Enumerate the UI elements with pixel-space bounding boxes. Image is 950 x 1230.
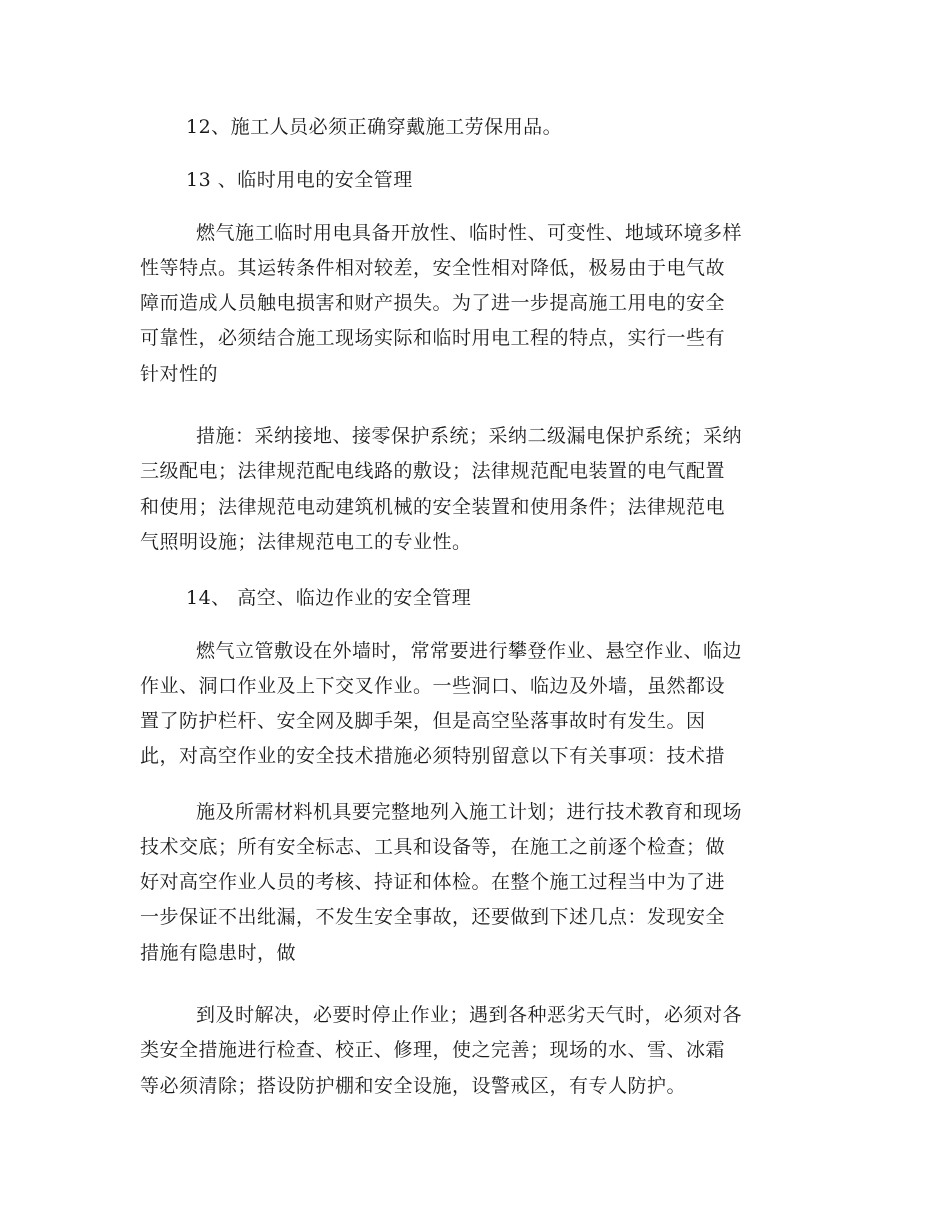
paragraph-line: 置了防护栏杆、安全网及脚手架，但是高空坠落事故时有发生。因 <box>140 710 706 732</box>
paragraph-line: 等必须清除；搭设防护棚和安全设施，设警戒区，有专人防护。 <box>140 1075 687 1097</box>
paragraph-line: 气照明设施；法律规范电工的专业性。 <box>140 531 472 553</box>
paragraph-line: 燃气立管敷设在外墙时，常常要进行攀登作业、悬空作业、临边 <box>196 640 743 662</box>
paragraph-line: 类安全措施进行检查、校正、修理，使之完善；现场的水、雪、冰霜 <box>140 1039 726 1061</box>
paragraph-line: 施及所需材料机具要完整地列入施工计划；进行技术教育和现场 <box>196 801 743 823</box>
paragraph-line: 燃气施工临时用电具备开放性、临时性、可变性、地域环境多样 <box>196 222 743 244</box>
item-12-text: 12、施工人员必须正确穿戴施工劳保用品。 <box>186 116 563 138</box>
paragraph-line: 技术交底；所有安全标志、工具和设备等，在施工之前逐个检查；做 <box>140 836 726 858</box>
paragraph-line: 此，对高空作业的安全技术措施必须特别留意以下有关事项：技术措 <box>140 745 726 767</box>
paragraph-line: 作业、洞口作业及上下交叉作业。一些洞口、临边及外墙，虽然都设 <box>140 675 726 697</box>
section-14-heading: 14、 高空、临边作业的安全管理 <box>186 587 472 609</box>
section-13-heading: 13 、临时用电的安全管理 <box>186 169 413 191</box>
paragraph-line: 好对高空作业人员的考核、持证和体检。在整个施工过程当中为了进 <box>140 871 726 893</box>
paragraph-line: 性等特点。其运转条件相对较差，安全性相对降低，极易由于电气故 <box>140 257 726 279</box>
paragraph-line: 障而造成人员触电损害和财产损失。为了进一步提高施工用电的安全 <box>140 292 726 314</box>
paragraph-line: 和使用；法律规范电动建筑机械的安全装置和使用条件；法律规范电 <box>140 496 726 518</box>
paragraph-line: 可靠性，必须结合施工现场实际和临时用电工程的特点，实行一些有 <box>140 327 726 349</box>
paragraph-line: 一步保证不出纰漏，不发生安全事故，还要做到下述几点：发现安全 <box>140 906 726 928</box>
paragraph-line: 措施有隐患时，做 <box>140 942 297 964</box>
paragraph-line: 针对性的 <box>140 363 219 385</box>
paragraph-line: 到及时解决，必要时停止作业；遇到各种恶劣天气时，必须对各 <box>196 1004 743 1026</box>
paragraph-line: 三级配电；法律规范配电线路的敷设；法律规范配电装置的电气配置 <box>140 460 726 482</box>
paragraph-line: 措施：采纳接地、接零保护系统；采纳二级漏电保护系统；采纳 <box>196 425 743 447</box>
